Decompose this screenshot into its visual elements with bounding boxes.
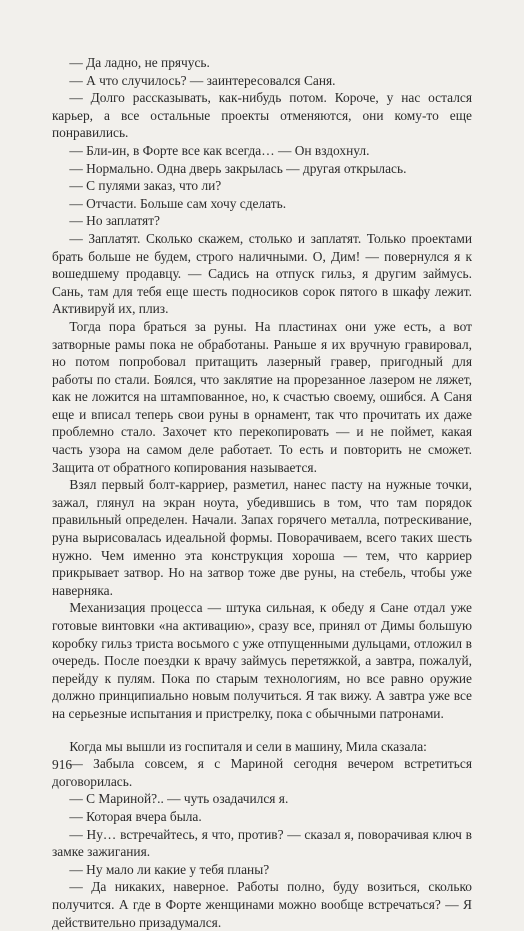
paragraph: — Забыла совсем, я с Мариной сегодня вечером встретиться договорилась.: [52, 756, 472, 789]
paragraph: — Да никаких, наверное. Работы полно, буду возиться, сколько получится. А где в Форте женщинами можно вообще встречаться? — Я действительно призадумался.: [52, 879, 472, 930]
paragraph: — Отчасти. Больше сам хочу сделать.: [69, 195, 287, 211]
page-body: [52, 54, 472, 931]
paragraph: — Да ладно, не прячусь.: [69, 55, 210, 70]
page-number: 916: [52, 757, 73, 772]
paragraph: — Нормально. Одна дверь закрылась — другая открылась.: [69, 160, 407, 176]
paragraph: — Ну… встречайтесь, я что, против? — сказал я, поворачивая ключ в замке зажигания.: [52, 826, 472, 860]
paragraph: — С пулями заказ, что ли?: [69, 178, 222, 194]
paragraph: Взял первый болт-карриер, разметил, нанес пасту на нужные точки, зажал, глянул на экран ноута, убедившись в том, что там порядок правильный определен. Начали. Запах горячего металла, потрескивание, руна вырисовалась идеальной формы. Поворачиваем, всего таких шесть нужно. Чем именно эта конструкция хороша — тем, что карриер прикрывает затвор. Но на затвор тоже две руны, на стебель, чтобы уже наверняка.: [52, 477, 472, 598]
paragraph: — Бли-ин, в Форте все как всегда… — Он вздохнул.: [69, 142, 370, 158]
paragraph: — Но заплатят?: [69, 213, 160, 229]
paragraph: — А что случилось? — заинтересовался Саня.: [69, 72, 336, 88]
paragraph: — Долго рассказывать, как-нибудь потом. Короче, у нас остался карьер, а все остальные проекты отменяются, они кому-то еще понравились.: [52, 90, 472, 141]
paragraph: — С Мариной?.. — чуть озадачился я.: [69, 791, 289, 807]
paragraph: — Заплатят. Сколько скажем, столько и заплатят. Только проектами брать больше не будем, строго наличными. О, Дим! — повернулся я к вошедшему продавцу. — Садись на отпуск гильз, я другим займусь. Сань, там для тебя еще шесть подносиков сорок пятого в шкафу лежит. Активируй их, плиз.: [52, 230, 472, 317]
paragraph: — Ну мало ли какие у тебя планы?: [69, 861, 270, 877]
paragraph: — Которая вчера была.: [69, 808, 202, 824]
paragraph: Тогда пора браться за руны. На пластинах они уже есть, а вот затворные рамы пока не обработаны. Раньше я их вручную гравировал, но потом попробовал притащить лазерный гравер, пригодный для работы по стали. Боялся, что заклятие на прорезанное лазером не ляжет, как не ложится на штампованное, но, к счастью своему, ошибся. А Саня еще и вписал теперь свои руны в орнамент, так что прочитать их даже проблемно стало. Захочет кто перекопировать — и не поймет, какая часть узора на самом деле работает. То есть и повторить не сможет. Защита от обратного копирования называется.: [52, 318, 472, 475]
paragraph: Когда мы вышли из госпиталя и сели в машину, Мила сказала:: [69, 738, 427, 754]
paragraph: Механизация процесса — штука сильная, к обеду я Сане отдал уже готовые винтовки «на активацию», сразу все, принял от Димы большую коробку гильз триста восьмого с уже отпущенными дульцами, отложил в очередь. После поездки к врачу займусь перетяжкой, а завтра, пожалуй, перейду к пулям. Пока по старым технологиям, но все равно оружие должно принципиально новым получиться. Я так вижу. А завтра уже все на серьезные испытания и пристрелку, пока с обычными патронами.: [52, 600, 472, 721]
